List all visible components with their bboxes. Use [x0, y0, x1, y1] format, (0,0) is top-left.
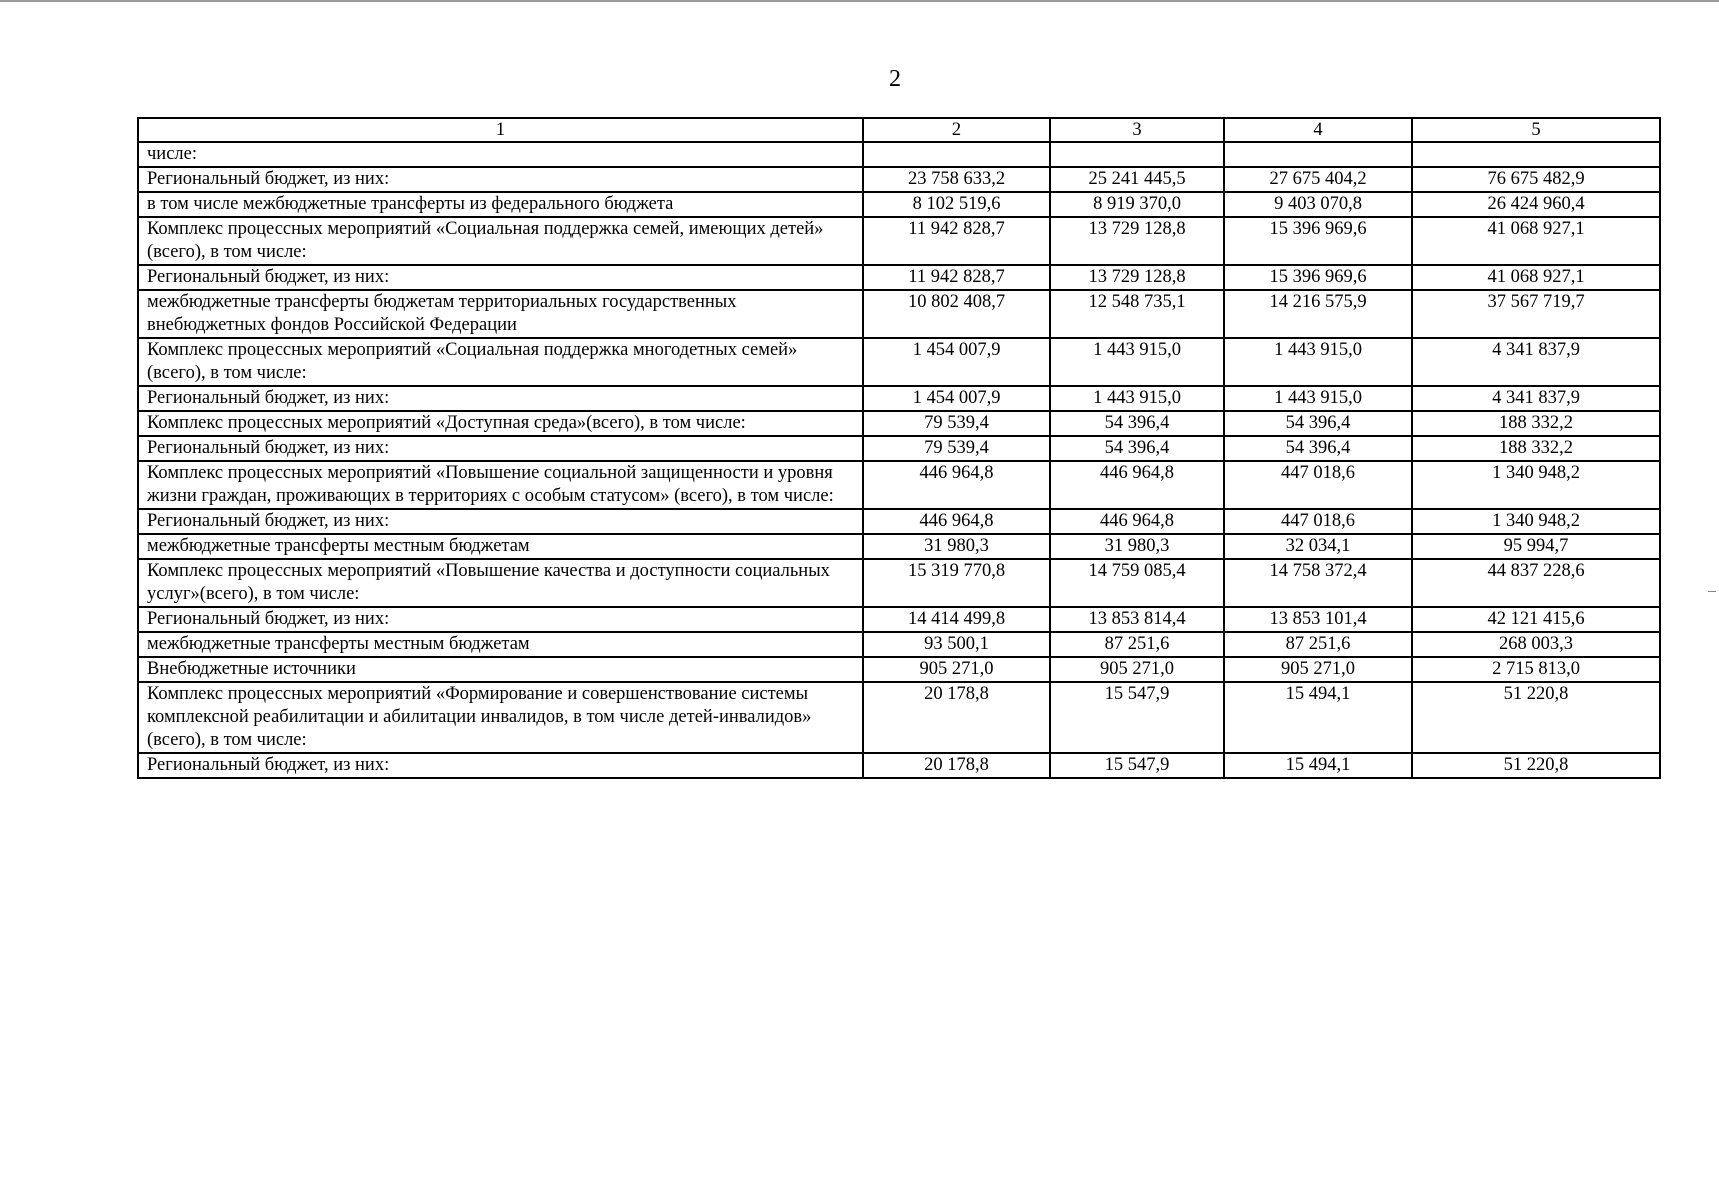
- value-cell: 1 443 915,0: [1224, 338, 1412, 386]
- table-row: [138, 338, 1660, 386]
- header-cell: 3: [1050, 118, 1224, 142]
- table-row: [138, 411, 1660, 436]
- value-cell: 20 178,8: [863, 682, 1050, 753]
- value-cell: 446 964,8: [1050, 509, 1224, 534]
- table-row: [138, 534, 1660, 559]
- row-label-cell: Комплекс процессных мероприятий «Социальная поддержка многодетных семей» (всего), в том числе:: [138, 338, 863, 386]
- value-cell: 268 003,3: [1412, 632, 1660, 657]
- value-cell: 51 220,8: [1412, 753, 1660, 778]
- value-cell: 79 539,4: [863, 436, 1050, 461]
- value-cell: 54 396,4: [1224, 436, 1412, 461]
- value-cell: 905 271,0: [1224, 657, 1412, 682]
- row-label-cell: Региональный бюджет, из них:: [138, 386, 863, 411]
- value-cell: [1050, 142, 1224, 167]
- table-row: [138, 436, 1660, 461]
- value-cell: 26 424 960,4: [1412, 192, 1660, 217]
- value-cell: 10 802 408,7: [863, 290, 1050, 338]
- value-cell: 87 251,6: [1050, 632, 1224, 657]
- value-cell: 8 102 519,6: [863, 192, 1050, 217]
- value-cell: 9 403 070,8: [1224, 192, 1412, 217]
- value-cell: 12 548 735,1: [1050, 290, 1224, 338]
- value-cell: 188 332,2: [1412, 411, 1660, 436]
- value-cell: 4 341 837,9: [1412, 386, 1660, 411]
- value-cell: 15 494,1: [1224, 682, 1412, 753]
- value-cell: 1 340 948,2: [1412, 461, 1660, 509]
- value-cell: 31 980,3: [1050, 534, 1224, 559]
- budget-table-body: [138, 118, 1660, 778]
- value-cell: 1 443 915,0: [1050, 338, 1224, 386]
- value-cell: 41 068 927,1: [1412, 265, 1660, 290]
- table-row: [138, 509, 1660, 534]
- table-row: [138, 657, 1660, 682]
- value-cell: 13 729 128,8: [1050, 265, 1224, 290]
- value-cell: 188 332,2: [1412, 436, 1660, 461]
- value-cell: 13 853 101,4: [1224, 607, 1412, 632]
- value-cell: 23 758 633,2: [863, 167, 1050, 192]
- row-label-cell: межбюджетные трансферты местным бюджетам: [138, 534, 863, 559]
- value-cell: 54 396,4: [1050, 436, 1224, 461]
- page-number: 2: [889, 66, 901, 92]
- row-label-cell: Внебюджетные источники: [138, 657, 863, 682]
- table-row: [138, 386, 1660, 411]
- value-cell: 905 271,0: [863, 657, 1050, 682]
- row-label-cell: Комплекс процессных мероприятий «Социальная поддержка семей, имеющих детей» (всего), в том числе:: [138, 217, 863, 265]
- value-cell: 446 964,8: [1050, 461, 1224, 509]
- value-cell: 15 319 770,8: [863, 559, 1050, 607]
- row-label-cell: Комплекс процессных мероприятий «Повышение качества и доступности социальных услуг»(всего), в том числе:: [138, 559, 863, 607]
- value-cell: 447 018,6: [1224, 509, 1412, 534]
- row-label-cell: числе:: [138, 142, 863, 167]
- table-header-row: [138, 118, 1660, 142]
- value-cell: 1 443 915,0: [1224, 386, 1412, 411]
- value-cell: 44 837 228,6: [1412, 559, 1660, 607]
- value-cell: 87 251,6: [1224, 632, 1412, 657]
- row-label-cell: в том числе межбюджетные трансферты из федерального бюджета: [138, 192, 863, 217]
- value-cell: 446 964,8: [863, 461, 1050, 509]
- value-cell: 93 500,1: [863, 632, 1050, 657]
- budget-table: [137, 117, 1661, 779]
- value-cell: 15 547,9: [1050, 682, 1224, 753]
- value-cell: 2 715 813,0: [1412, 657, 1660, 682]
- value-cell: 446 964,8: [863, 509, 1050, 534]
- value-cell: 14 758 372,4: [1224, 559, 1412, 607]
- header-cell: 1: [138, 118, 863, 142]
- table-row: [138, 559, 1660, 607]
- table-row: [138, 682, 1660, 753]
- value-cell: 14 759 085,4: [1050, 559, 1224, 607]
- header-cell: 2: [863, 118, 1050, 142]
- row-label-cell: Комплекс процессных мероприятий «Повышение социальной защищенности и уровня жизни граждан, проживающих в территориях с особым статусом» (всего), в том числе:: [138, 461, 863, 509]
- row-label-cell: Региональный бюджет, из них:: [138, 509, 863, 534]
- table-row: [138, 290, 1660, 338]
- value-cell: 11 942 828,7: [863, 265, 1050, 290]
- table-row: [138, 753, 1660, 778]
- value-cell: 41 068 927,1: [1412, 217, 1660, 265]
- value-cell: 1 454 007,9: [863, 338, 1050, 386]
- value-cell: 25 241 445,5: [1050, 167, 1224, 192]
- value-cell: [1412, 142, 1660, 167]
- value-cell: [863, 142, 1050, 167]
- value-cell: 1 340 948,2: [1412, 509, 1660, 534]
- value-cell: 4 341 837,9: [1412, 338, 1660, 386]
- value-cell: 31 980,3: [863, 534, 1050, 559]
- value-cell: 15 547,9: [1050, 753, 1224, 778]
- value-cell: 905 271,0: [1050, 657, 1224, 682]
- table-row: [138, 265, 1660, 290]
- value-cell: 8 919 370,0: [1050, 192, 1224, 217]
- value-cell: 54 396,4: [1224, 411, 1412, 436]
- value-cell: 13 729 128,8: [1050, 217, 1224, 265]
- value-cell: 42 121 415,6: [1412, 607, 1660, 632]
- row-label-cell: Региональный бюджет, из них:: [138, 607, 863, 632]
- value-cell: 76 675 482,9: [1412, 167, 1660, 192]
- value-cell: 20 178,8: [863, 753, 1050, 778]
- value-cell: 27 675 404,2: [1224, 167, 1412, 192]
- row-label-cell: Комплекс процессных мероприятий «Формирование и совершенствование системы комплексной реабилитации и абилитации инвалидов, в том числе детей-инвалидов» (всего), в том числе:: [138, 682, 863, 753]
- value-cell: 14 216 575,9: [1224, 290, 1412, 338]
- page-top-edge: [0, 0, 1719, 2]
- row-label-cell: Комплекс процессных мероприятий «Доступная среда»(всего), в том числе:: [138, 411, 863, 436]
- value-cell: 15 494,1: [1224, 753, 1412, 778]
- value-cell: [1224, 142, 1412, 167]
- row-label-cell: межбюджетные трансферты местным бюджетам: [138, 632, 863, 657]
- table-row: [138, 192, 1660, 217]
- value-cell: 15 396 969,6: [1224, 265, 1412, 290]
- table-row: [138, 142, 1660, 167]
- row-label-cell: Региональный бюджет, из них:: [138, 753, 863, 778]
- value-cell: 1 454 007,9: [863, 386, 1050, 411]
- value-cell: 1 443 915,0: [1050, 386, 1224, 411]
- value-cell: 37 567 719,7: [1412, 290, 1660, 338]
- table-row: [138, 167, 1660, 192]
- value-cell: 51 220,8: [1412, 682, 1660, 753]
- row-label-cell: Региональный бюджет, из них:: [138, 436, 863, 461]
- value-cell: 14 414 499,8: [863, 607, 1050, 632]
- table-row: [138, 632, 1660, 657]
- value-cell: 13 853 814,4: [1050, 607, 1224, 632]
- header-cell: 4: [1224, 118, 1412, 142]
- table-row: [138, 217, 1660, 265]
- table-row: [138, 607, 1660, 632]
- value-cell: 15 396 969,6: [1224, 217, 1412, 265]
- row-label-cell: Региональный бюджет, из них:: [138, 265, 863, 290]
- value-cell: 95 994,7: [1412, 534, 1660, 559]
- margin-mark: [1708, 591, 1716, 592]
- value-cell: 32 034,1: [1224, 534, 1412, 559]
- table-row: [138, 461, 1660, 509]
- header-cell: 5: [1412, 118, 1660, 142]
- row-label-cell: Региональный бюджет, из них:: [138, 167, 863, 192]
- row-label-cell: межбюджетные трансферты бюджетам территориальных государственных внебюджетных фондов Российской Федерации: [138, 290, 863, 338]
- value-cell: 54 396,4: [1050, 411, 1224, 436]
- value-cell: 79 539,4: [863, 411, 1050, 436]
- value-cell: 11 942 828,7: [863, 217, 1050, 265]
- value-cell: 447 018,6: [1224, 461, 1412, 509]
